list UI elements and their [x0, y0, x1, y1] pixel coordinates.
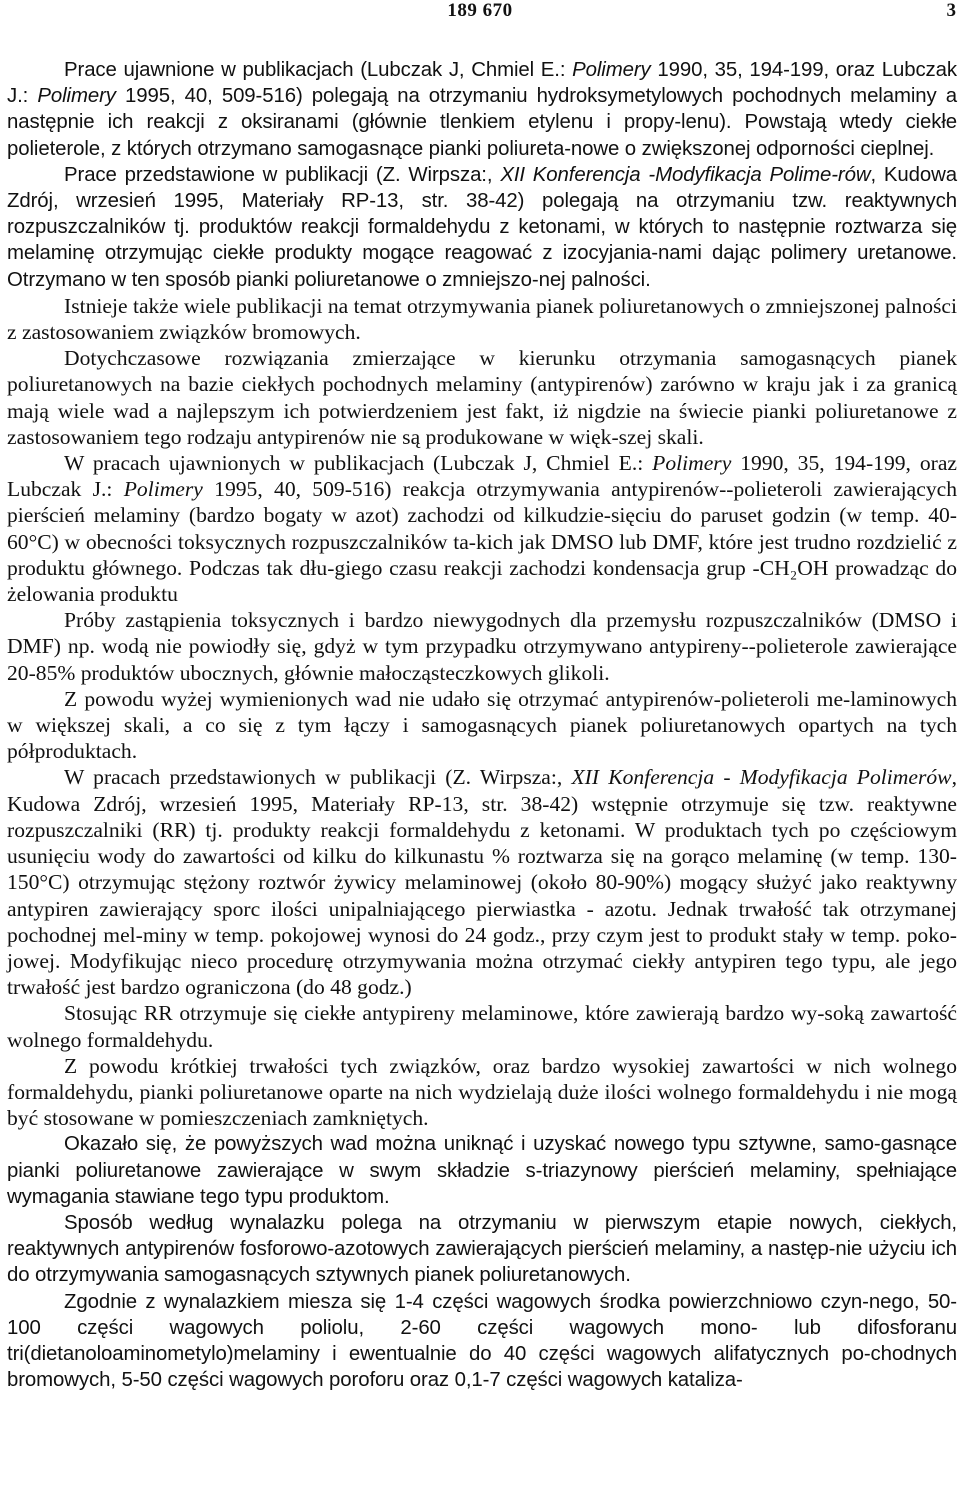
text-run: Dotychczasowe rozwiązania zmierzające w kierunku otrzymania samogasnących pianek poliuretanowych na bazie ciekłych pochodnych melaminy (antypirenów) zarówno w kraju jak i za granicą mają wiele wad a najlepszym ich potwierdzeniem jest fakt, iż nigdzie na świecie pianki poliuretanowe z zastosowaniem tego rodzaju antypirenów nie są produkowane w więk-szej skali. [7, 346, 957, 449]
paragraph [7, 607, 957, 686]
text-run: 1995, 40, 509-516) polegają na otrzymaniu hydroksymetylowych pochodnych melaminy a następnie ich reakcji z oksiranami (głównie tlenkiem etylenu i propy-lenu). Powstają wtedy ciekłe polieterole, z których otrzymano samogasnące pianki poliureta-nowe o zwiększonej odporności cieplnej. [7, 85, 957, 160]
journal-title: Polimery [652, 451, 732, 476]
page-header [0, 0, 960, 34]
paragraph [7, 764, 957, 1000]
paragraph [7, 1210, 957, 1289]
paragraph [7, 345, 957, 450]
body-text [7, 57, 957, 1393]
text-run: , Kudowa Zdrój, wrzesień 1995, Materiały RP-13, str. 38-42) polegają na otrzymaniu tzw. reaktywnych rozpuszczalników tj. produktów reakcji formaldehydu z ketonami, w których to następnie roztwarza się melaminę otrzymując ciekłe produkty mogące reagować z izocyjania-nami dając polimery uretanowe. Otrzymano w ten sposób pianki poliuretanowe o zmniejszo-nej palności. [7, 163, 957, 291]
text-run: Okazało się, że powyższych wad można uniknąć i uzyskać nowego typu sztywne, samo-gasnące pianki poliuretanowe zawierające w swym składzie s-triazynowy pierścień melaminy, spełniające wymagania stawiane tego typu produktom. [7, 1133, 957, 1208]
text-run: Z powodu wyżej wymienionych wad nie udało się otrzymać antypirenów-polieteroli me-laminowych w większej skali, a co się z tym łączy i samogasnących pianek poliuretanowych opartych na tych półproduktach. [7, 686, 957, 764]
paragraph [7, 57, 957, 162]
text-run: Prace przedstawione w publikacji (Z. Wirpsza:, [64, 163, 501, 186]
text-run: 1990, 35, 194-199, oraz Lubczak J.: [7, 59, 957, 108]
text-run: Stosując RR otrzymuje się ciekłe antypireny melaminowe, które zawierają bardzo wy-soką zawartość wolnego formaldehydu. [7, 1001, 957, 1052]
text-run: Próby zastąpienia toksycznych i bardzo niewygodnych dla przemysłu rozpuszczalników (DMSO i DMF) np. wodą nie powiodły się, gdyż w tym przypadku otrzymywano antypireny--polieterole zawierające 20-85% produktów ubocznych, głównie małocząsteczkowych glikoli. [7, 608, 957, 685]
paragraph [7, 686, 957, 765]
text-run: Zgodnie z wynalazkiem miesza się 1-4 części wagowych środka powierzchniowo czyn-nego, 50-100 części wagowych poliolu, 2-60 części wagowych mono- lub difosforanu tri(dietanoloaminometylo)melaminy i ewentualnie do 40 części wagowych alifatycznych po-chodnych bromowych, 5-50 części wagowych poroforu oraz 0,1-7 części wagowych kataliza- [7, 1290, 957, 1392]
text-run: Istnieje także wiele publikacji na temat otrzymywania pianek poliuretanowych o zmniejszonej palności z zastosowaniem związków bromowych. [7, 293, 957, 345]
patent-number: 189 670 [447, 0, 513, 21]
text-run: Prace ujawnione w publikacjach (Lubczak J, Chmiel E.: [64, 59, 573, 81]
paragraph [7, 450, 957, 607]
text-run: Z powodu krótkiej trwałości tych związków, oraz bardzo wysokiej zawartości w nich wolnego formaldehydu, pianki poliuretanowe oparte na nich wydzielają duże ilości wolnego formaldehydu i nie mogą być stosowane w pomieszczeniach zamkniętych. [7, 1053, 957, 1131]
paragraph [7, 293, 957, 345]
journal-title: Polimery [37, 85, 116, 108]
text-run: 1990, 35, 194-199, oraz Lubczak J.: [7, 451, 957, 502]
text-run: , Kudowa Zdrój, wrzesień 1995, Materiały RP-13, str. 38-42) wstępnie otrzymuje się tzw. reaktywne rozpuszczalniki (RR) tj. produkty reakcji formaldehydu z ketonami. W produktach tych po częściowym usunięciu wody do zawartości od kilku do kilkunastu % roztwarza się na gorąco melaminę (w temp. 130-150°C) otrzymując stężony roztwór żywicy melaminowej (około 80-90%) mogący służyć jako reaktywny antypiren zawierający sporc ilości unipalniającego pierwiastka - azotu. Jednak trwałość tak otrzymanej pochodnej mel-miny w temp. pokojowej wynosi do 24 godz., przy czym jest to produkt stały w temp. poko-jowej. Modyfikując nieco procedurę otrzymywania można otrzymać ciekły antypiren tego typu, ale jego trwałość jest bardzo ograniczona (do 48 godz.) [7, 765, 957, 1000]
journal-title: Polimery [572, 59, 651, 81]
paragraph [7, 1289, 957, 1394]
paragraph [7, 162, 957, 293]
conference-title: XII Konferencja -Modyfikacja Polime-rów [500, 163, 871, 186]
paragraph [7, 1000, 957, 1052]
text-run: 1995, 40, 509-516) reakcja otrzymywania antypirenów--polieteroli zawierających pierścień melaminy (bardzo bogaty w azot) zachodzi od kilkudzie-sięciu do paruset godzin (w temp. 40-60°C) w obecności toksycznych rozpuszczalników ta-kich jak DMSO lub DMF, które jest trudno rozdzielić z produktu głównego. Podczas tak dłu-giego czasu reakcji zachodzi kondensacja grup -CH₂OH prowadząc do żelowania produktu [7, 477, 957, 607]
paragraph [7, 1053, 957, 1132]
text-run: W pracach przedstawionych w publikacji (Z. Wirpsza:, [64, 765, 572, 790]
text-run: W pracach ujawnionych w publikacjach (Lubczak J, Chmiel E.: [64, 451, 653, 476]
text-run: Sposób według wynalazku polega na otrzymaniu w pierwszym etapie nowych, ciekłych, reaktywnych antypirenów fosforowo-azotowych zawierających pierścień melaminy, a następ-nie użyciu ich do otrzymywania samogasnących sztywnych pianek poliuretanowych. [7, 1211, 957, 1287]
journal-title: Polimery [123, 477, 203, 502]
conference-title: XII Konferencja - Modyfikacja Polimerów [571, 765, 952, 790]
paragraph [7, 1131, 957, 1210]
page-number: 3 [946, 0, 956, 21]
